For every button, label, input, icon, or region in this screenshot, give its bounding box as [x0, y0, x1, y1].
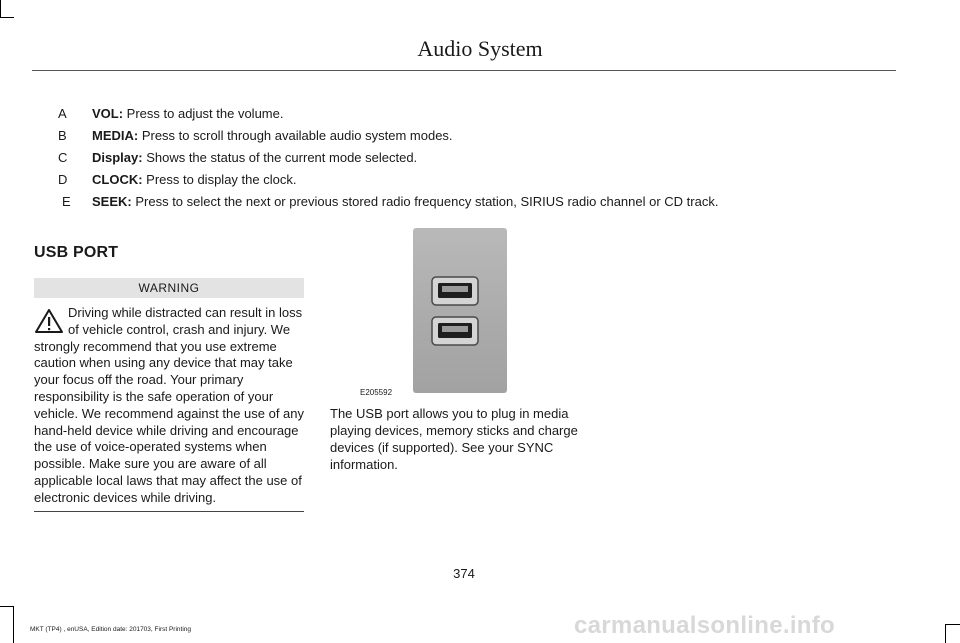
section-heading: USB PORT — [34, 244, 119, 261]
crop-mark-top-left — [0, 0, 1, 18]
legend-description: Press to select the next or previous stored radio frequency station, SIRIUS radio channel or CD track. — [131, 194, 719, 209]
legend-term: VOL: — [92, 106, 124, 121]
usb-port-photo — [413, 228, 507, 393]
legend-description: Shows the status of the current mode selected. — [142, 150, 418, 165]
warning-body — [34, 305, 306, 507]
crop-mark-bottom-left — [0, 606, 14, 607]
crop-mark-bottom-left — [13, 606, 14, 643]
legend-term: CLOCK: — [92, 172, 143, 187]
image-code: E205592 — [360, 388, 393, 397]
page-title: Audio System — [417, 36, 543, 61]
legend-letter: B — [58, 128, 67, 143]
legend-term: MEDIA: — [92, 128, 139, 143]
watermark: carmanualsonline.info — [574, 612, 836, 639]
warning-rule — [34, 511, 304, 512]
usb-port-icon — [413, 228, 507, 393]
legend-letter: D — [58, 172, 68, 187]
legend-description: Press to scroll through available audio system modes. — [138, 128, 453, 143]
legend-description: Press to adjust the volume. — [123, 106, 284, 121]
warning-label: WARNING — [34, 278, 304, 298]
usb-description: The USB port allows you to plug in media playing devices, memory sticks and charge devices (if supported). See your SYNC information. — [330, 406, 578, 472]
legend-term: Display: — [92, 150, 143, 165]
crop-mark-bottom-right — [945, 624, 960, 625]
legend-term: SEEK: — [92, 194, 132, 209]
legend-description: Press to display the clock. — [142, 172, 297, 187]
warning-text: Driving while distracted can result in loss of vehicle control, crash and injury. We strongly recommend that you use extreme caution when using any device that may take your focus off the road. Your primary responsibility is the safe operation of your vehicle. We recommend against the use of any hand-held device while driving and encourage the use of voice-operated systems when possible. Make sure you are aware of all applicable local laws that may affect the use of electronic devices while driving. — [34, 305, 305, 505]
title-rule — [32, 70, 896, 71]
crop-mark-top-left — [0, 17, 14, 18]
crop-mark-bottom-right — [945, 624, 946, 643]
page-number: 374 — [453, 566, 475, 581]
legend-letter: A — [58, 106, 67, 121]
edition-footer: MKT (TP4) , enUSA, Edition date: 201703, First Printing — [30, 626, 192, 633]
legend-letter: C — [58, 150, 68, 165]
legend-letter: E — [62, 194, 71, 209]
